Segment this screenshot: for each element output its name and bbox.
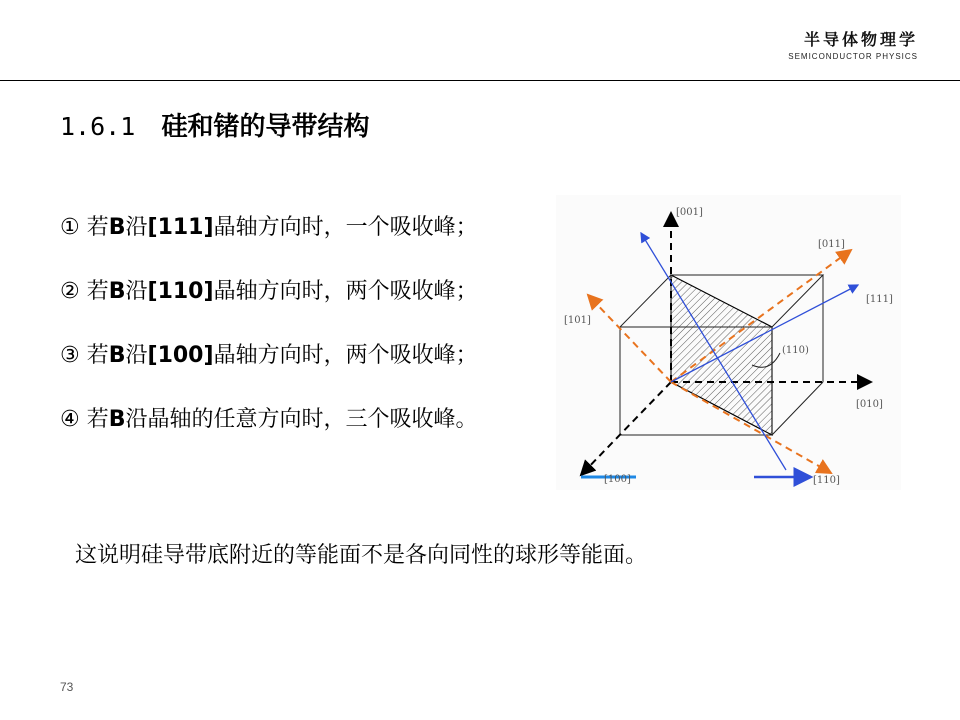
list-item — [60, 338, 478, 369]
item-bold: B — [108, 343, 126, 368]
label-100: [100] — [604, 474, 631, 485]
list-item — [60, 402, 478, 433]
header-divider — [0, 80, 960, 81]
item-text: 晶轴方向时，两个吸收峰； — [213, 343, 478, 368]
item-direction: [111] — [147, 215, 214, 240]
item-prefix: ① 若 — [60, 215, 109, 240]
item-prefix: ④ 若 — [60, 407, 109, 432]
item-bold: B — [108, 215, 126, 240]
item-bold: B — [108, 279, 126, 304]
brand-title-en: SEMICONDUCTOR PHYSICS — [788, 52, 918, 61]
label-110: [110] — [813, 475, 840, 486]
label-011: [011] — [818, 239, 845, 250]
item-text: 晶轴方向时，一个吸收峰； — [213, 215, 478, 240]
item-prefix: ② 若 — [60, 279, 109, 304]
list-item — [60, 210, 478, 241]
item-prefix: ③ 若 — [60, 343, 109, 368]
section-title: 硅和锗的导带结构 — [161, 112, 370, 142]
crystal-axes-diagram — [556, 195, 901, 490]
section-number: 1.6.1 — [60, 112, 136, 141]
label-010: [010] — [856, 399, 883, 410]
item-mid: 沿 — [125, 279, 148, 304]
item-mid: 沿 — [125, 343, 148, 368]
label-001: [001] — [676, 207, 703, 218]
slide-title — [60, 106, 370, 143]
label-plane-110: (110) — [782, 345, 809, 356]
label-101: [101] — [564, 315, 591, 326]
item-mid: 沿晶轴的任意方向时，三个吸收峰。 — [125, 407, 478, 432]
item-mid: 沿 — [125, 215, 148, 240]
item-bold: B — [108, 407, 126, 432]
conclusion-text: 这说明硅导带底附近的等能面不是各向同性的球形等能面。 — [75, 543, 648, 568]
page-number: 73 — [60, 680, 74, 694]
list-item — [60, 274, 478, 305]
brand-title-cn: 半导体物理学 — [803, 30, 918, 49]
item-direction: [110] — [147, 279, 214, 304]
brand-logo — [788, 27, 918, 61]
item-text: 晶轴方向时，两个吸收峰； — [213, 279, 478, 304]
item-direction: [100] — [147, 343, 214, 368]
label-111: [111] — [866, 294, 893, 305]
